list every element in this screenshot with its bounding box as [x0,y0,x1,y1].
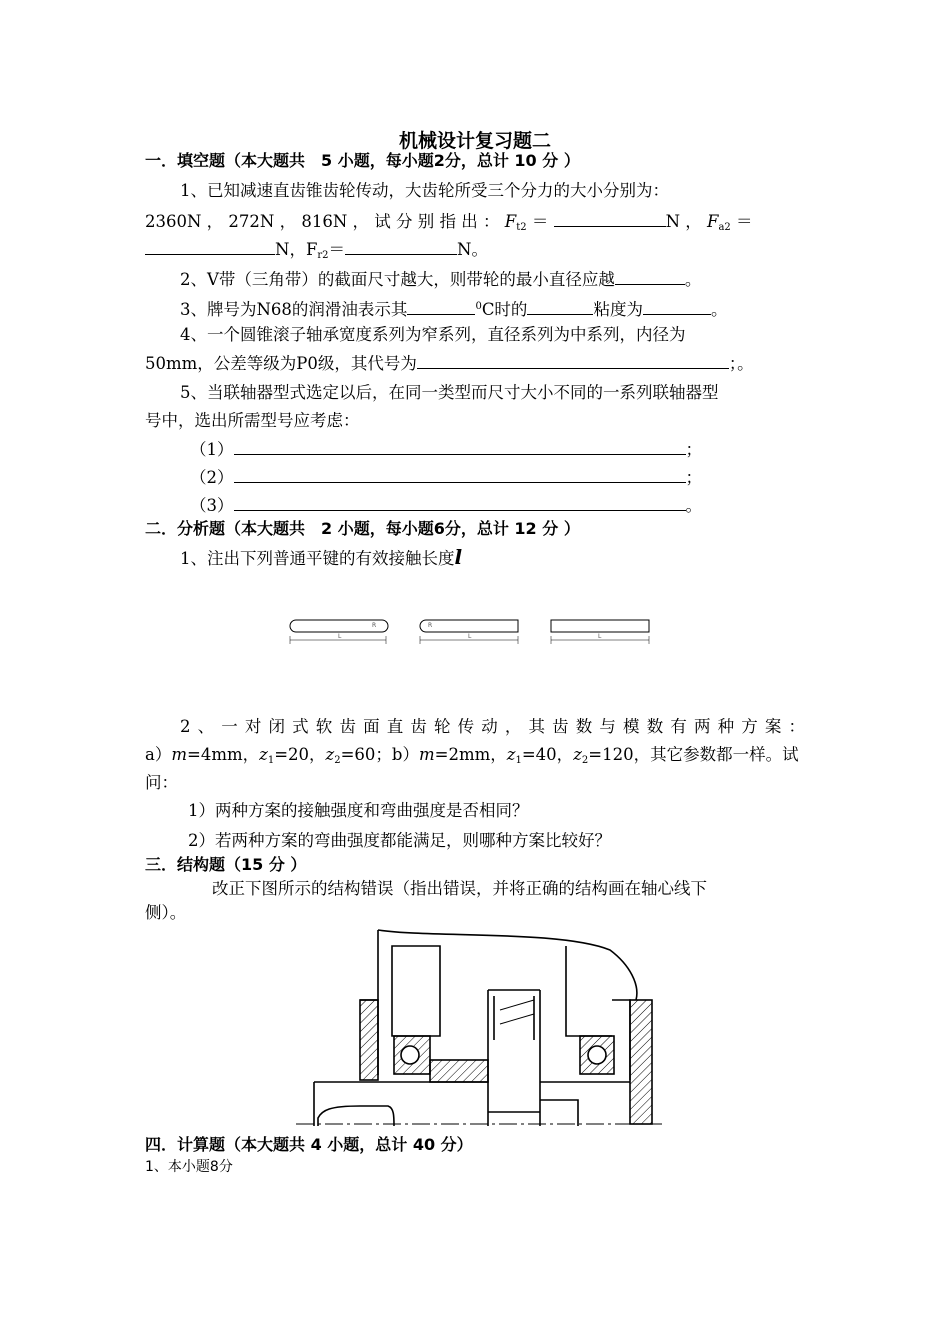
q5-item-2-end: ； [685,468,702,487]
a-z1-symbol: z [259,745,268,764]
b-z2-value: =120，其它参数都一样。试 [588,745,799,764]
q2-text: 2、V带（三角带）的截面尺寸越大，则带轮的最小直径应越 [180,270,615,289]
fa2-subscript: a2 [718,222,731,233]
s2-q2-sub1: 1）两种方案的接触强度和弯曲强度是否相同？ [188,801,529,820]
fa2-symbol: F [707,212,719,231]
a-z1-sub: 1 [267,755,275,766]
q4-end: ；。 [728,354,754,373]
s4-q1: 1、本小题8分 [145,1159,233,1175]
length-symbol: l [454,545,463,569]
b-z1-value: =40， [521,745,574,764]
section2-heading: 二．分析题（本大题共 2 小题，每小题6分，总计 12 分 ） [145,519,580,538]
q5-item-3-label: （3） [190,496,234,515]
s2-q2-line1: 2、一对闭式软齿面直齿轮传动，其齿数与模数有两种方案： [180,717,805,736]
b-z1-sub: 1 [515,755,522,766]
q5-line1: 5、当联轴器型式选定以后，在同一类型而尺寸大小不同的一系列联轴器型 [180,383,719,402]
a-m-symbol: m [171,745,187,764]
b-z1-symbol: z [506,745,516,764]
fr2-subscript: r2 [317,250,329,261]
a-m-value: =4mm， [187,745,260,764]
section3-heading: 三．结构题（15 分 ） [145,855,307,874]
s3-line1: 改正下图所示的结构错误（指出错误，并将正确的结构画在轴心线下 [212,879,707,898]
s3-line2: 侧）。 [145,903,187,922]
fa2-unit: N [275,240,290,259]
b-z2-sub: 2 [581,755,589,766]
ft2-symbol: F [504,212,517,231]
q1-end: N。 [457,240,488,259]
ft2-unit: N [665,212,681,231]
q5-line2: 号中，选出所需型号应考虑： [145,411,360,430]
q5-item-2-label: （2） [190,468,234,487]
s2-q2-line3: 问： [145,773,178,792]
key-b-length-label: L [468,633,472,640]
a-z2-symbol: z [325,745,335,764]
q3-part2: C时的 [481,300,528,319]
q2-end: 。 [684,270,702,289]
section4-heading: 四．计算题（本大题共 4 小题，总计 40 分） [145,1135,473,1154]
a-z2-value: =60；b） [340,745,419,764]
key-c-length-label: L [598,633,602,640]
scheme-a-label: a） [145,745,172,764]
a-z1-value: =20， [274,745,326,764]
ft2-comma: ， [685,212,702,231]
q1-values: 2360N ， 272N ， 816N ， 试 分 别 指 出 ： [145,212,500,231]
s2-q1-text: 1、注出下列普通平键的有效接触长度 [180,549,455,568]
ft2-equals: ＝ [531,212,549,231]
q5-item-1-end: ； [685,440,702,459]
b-m-value: =2mm， [434,745,507,764]
q3-part1: 3、牌号为N68的润滑油表示其 [180,300,408,319]
page-title: 机械设计复习题二 [398,130,551,152]
ft2-subscript: t2 [516,222,527,233]
section1-heading: 一．填空题（本大题共 5 小题，每小题2分，总计 10 分 ） [145,151,580,170]
q3-part3: 粘度为 [593,300,643,319]
q1-line1: 1、已知减速直齿锥齿轮传动，大齿轮所受三个分力的大小分别为： [180,181,669,200]
fr2-symbol: F [305,240,318,259]
b-m-symbol: m [419,745,435,764]
key-a-radius-label: R [372,622,377,629]
q5-item-1-label: （1） [190,440,234,459]
q4-line1: 4、一个圆锥滚子轴承宽度系列为窄系列，直径系列为中系列，内径为 [180,325,686,344]
q4-text: 50mm，公差等级为P0级，其代号为 [145,354,417,373]
key-b-radius-label: R [428,622,433,629]
q3-end: 。 [710,300,728,319]
s2-q2-sub2: 2）若两种方案的弯曲强度都能满足，则哪种方案比较好？ [188,831,611,850]
key-a-length-label: L [338,633,342,640]
q5-item-3-end: 。 [685,496,702,515]
q3-degree-sup: 0 [475,301,482,312]
b-z2-symbol: z [573,745,582,764]
fr2-equals: ＝ [328,240,346,259]
fa2-equals: ＝ [736,212,753,231]
a-z2-sub: 2 [334,755,341,766]
fa2-comma: ， [289,240,306,259]
